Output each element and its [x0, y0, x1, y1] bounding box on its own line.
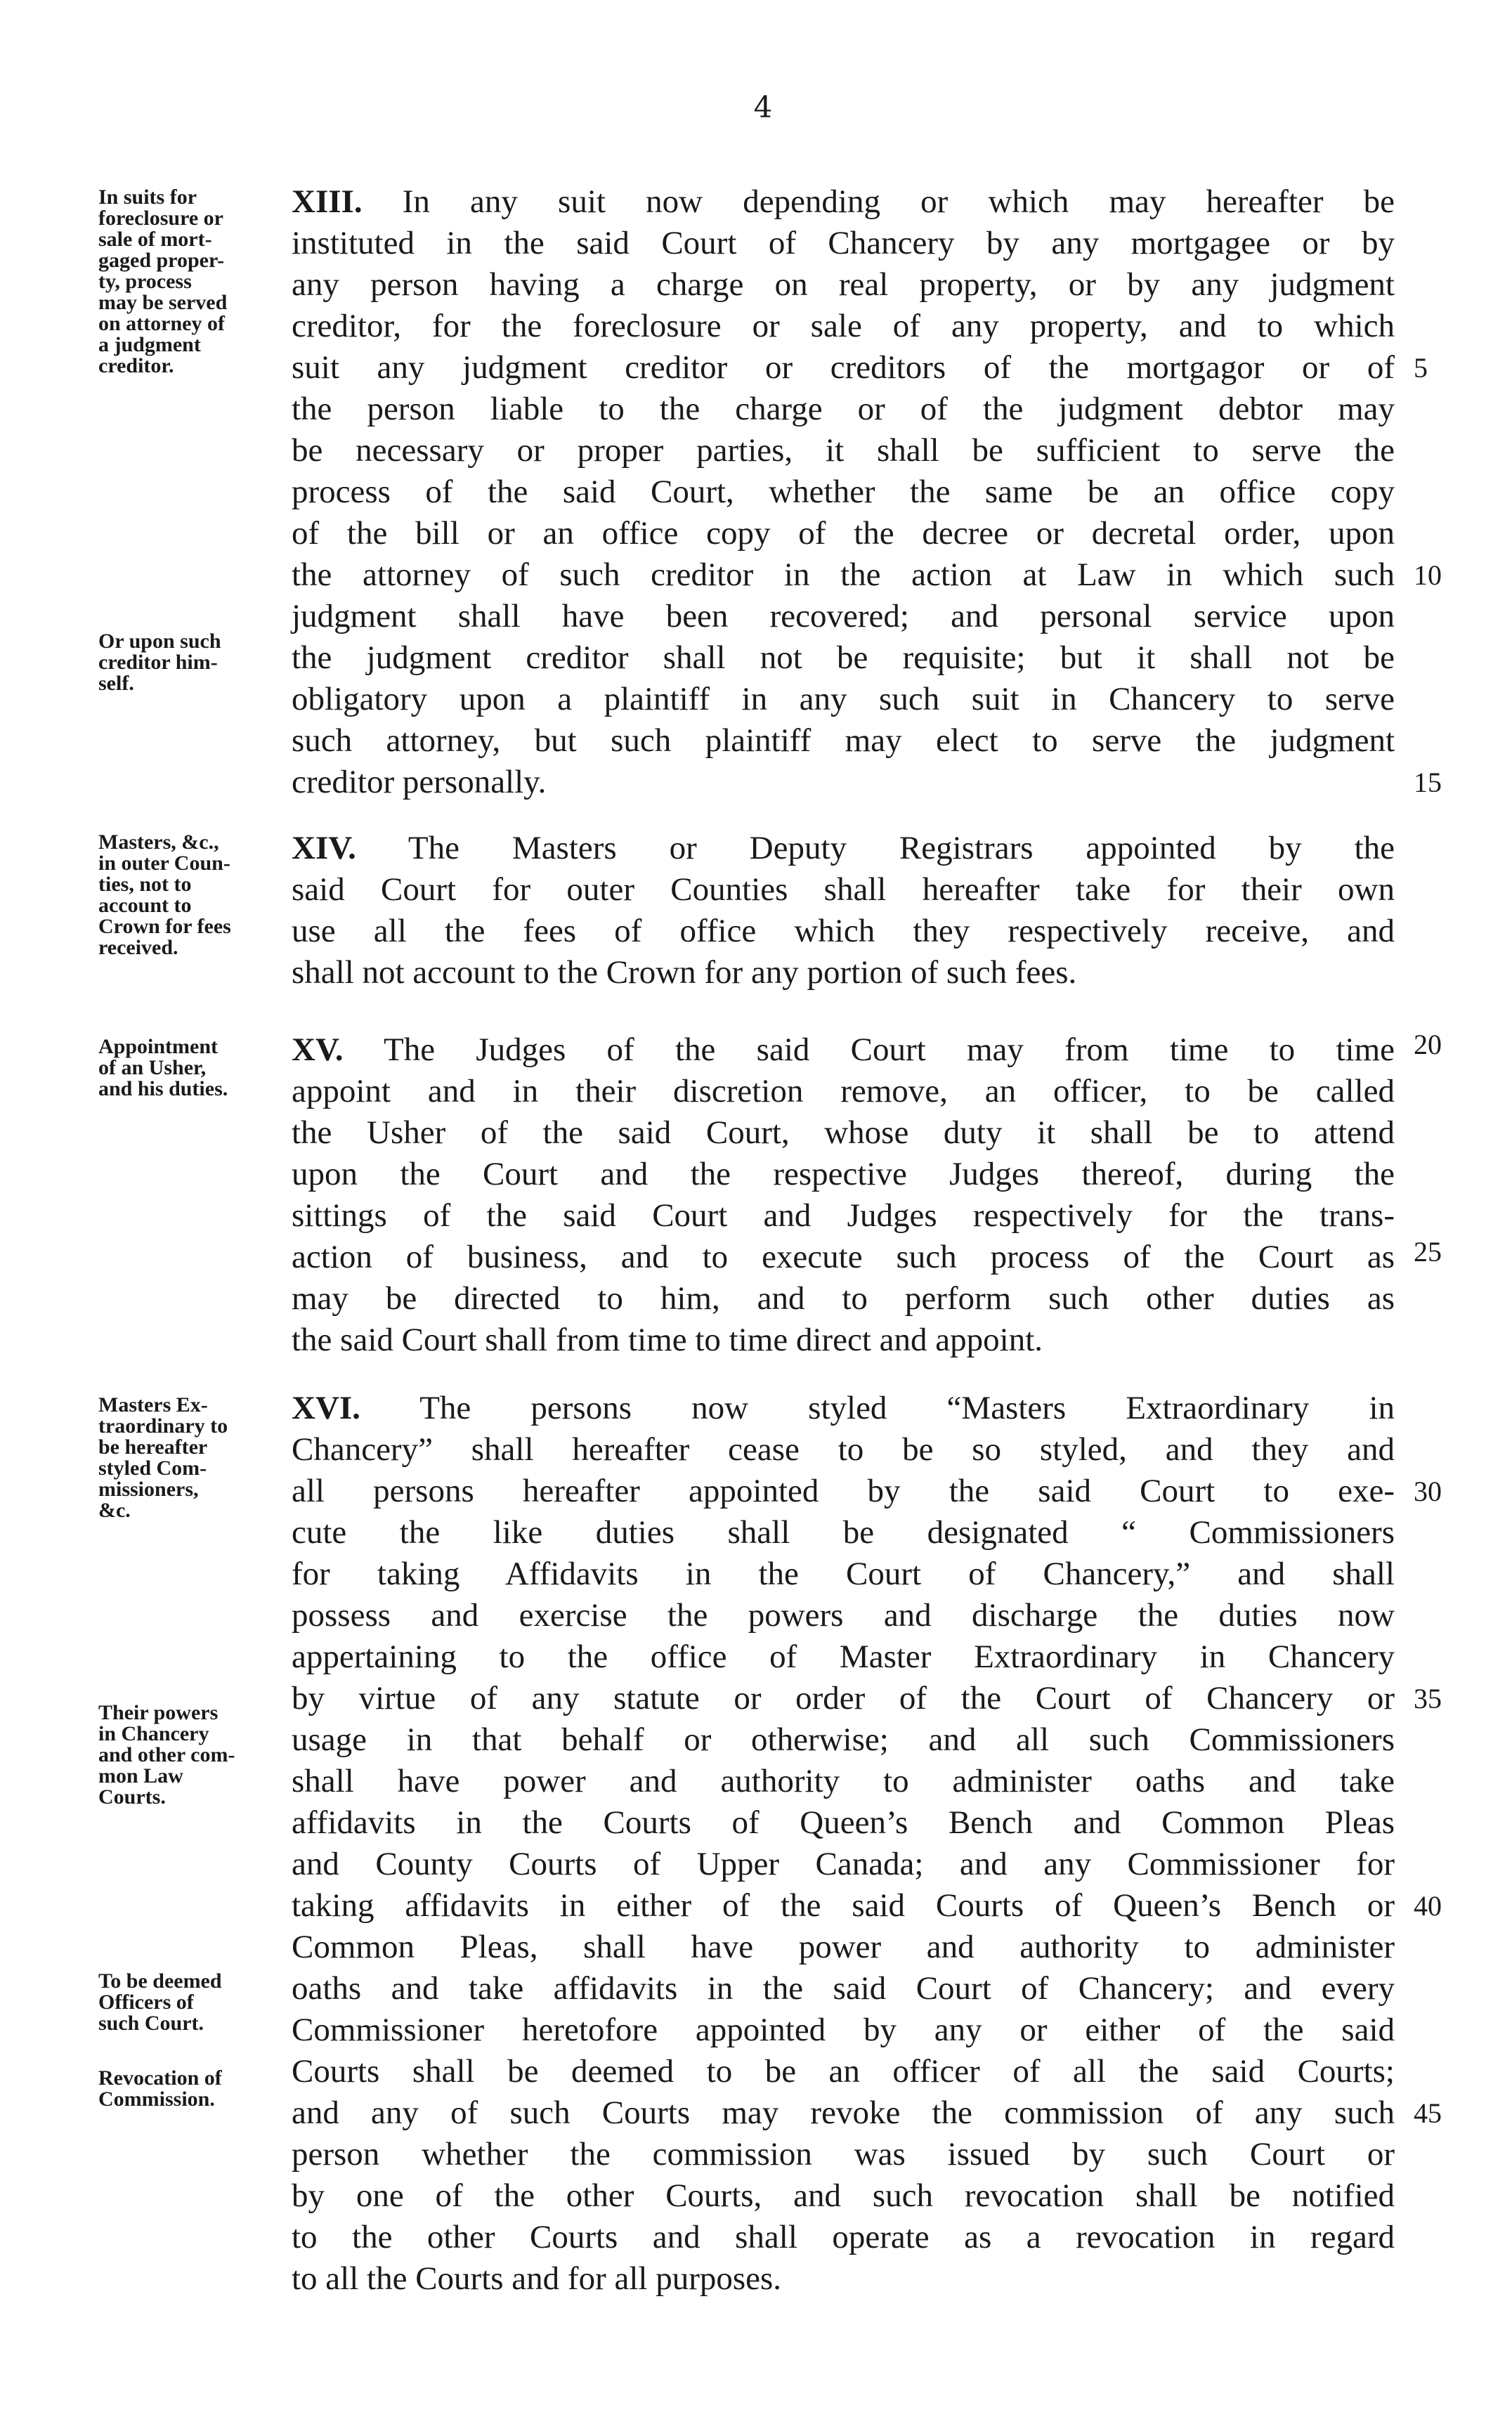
marginal-note-line: and other com-	[98, 1743, 235, 1766]
text-line: possess and exercise the powers and discharge the duties now	[292, 1597, 1395, 1634]
text-line: shall not account to the Crown for any portion of such fees.	[292, 954, 1077, 991]
section-text	[292, 1388, 1395, 2300]
marginal-note-line: Revocation of	[98, 2066, 222, 2090]
text-line: instituted in the said Court of Chancery by any mortgagee or by	[292, 225, 1395, 261]
marginal-note-line: Masters, &c.,	[98, 831, 219, 854]
text-line: Chancery” shall hereafter cease to be so styled, and they and	[292, 1431, 1395, 1468]
text-line: creditor, for the foreclosure or sale of any property, and to which	[292, 308, 1395, 344]
text-line: obligatory upon a plaintiff in any such suit in Chancery to serve	[292, 681, 1395, 717]
marginal-note-line: &c.	[98, 1499, 131, 1522]
marginal-note-line: self.	[98, 672, 134, 695]
marginal-note	[98, 1036, 295, 1100]
text-line: to all the Courts and for all purposes.	[292, 2260, 782, 2297]
marginal-note	[98, 2068, 295, 2110]
text-line: the judgment creditor shall not be requisite; but it shall not be	[292, 639, 1395, 676]
marginal-note-line: a judgment	[98, 333, 201, 356]
text-line: of the bill or an office copy of the decree or decretal order, upon	[292, 515, 1395, 552]
marginal-note-line: creditor.	[98, 354, 174, 377]
marginal-note	[98, 1971, 295, 2034]
text-line: the Usher of the said Court, whose duty it shall be to attend	[292, 1114, 1395, 1151]
text-line: for taking Affidavits in the Court of Chancery,” and shall	[292, 1556, 1395, 1592]
text-line: XIII. In any suit now depending or which may hereafter be	[292, 183, 1395, 220]
marginal-note-line: Or upon such	[98, 630, 221, 653]
marginal-note-line: Commission.	[98, 2087, 215, 2111]
marginal-note-line: styled Com-	[98, 1457, 207, 1480]
section-numeral: XV.	[292, 1031, 344, 1068]
text-line: use all the fees of office which they respectively receive, and	[292, 913, 1395, 949]
marginal-note-line: Crown for fees	[98, 915, 231, 938]
marginal-note-line: Their powers	[98, 1701, 219, 1724]
section-text	[292, 828, 1395, 994]
marginal-note-line: account to	[98, 894, 192, 917]
line-number: 15	[1414, 767, 1442, 798]
marginal-note-line: mon Law	[98, 1764, 183, 1787]
marginal-note	[98, 631, 295, 694]
text-line: XV. The Judges of the said Court may from time to time	[292, 1031, 1395, 1068]
marginal-note-line: creditor him-	[98, 651, 218, 674]
marginal-note-line: ty, process	[98, 270, 192, 293]
marginal-note-line: may be served	[98, 291, 228, 314]
text-line: and any of such Courts may revoke the commission of any such	[292, 2095, 1395, 2131]
marginal-note-line: in Chancery	[98, 1722, 209, 1745]
text-line: XIV. The Masters or Deputy Registrars appointed by the	[292, 830, 1395, 866]
marginal-note-line: on attorney of	[98, 312, 225, 335]
line-number: 20	[1414, 1029, 1442, 1060]
line-number: 25	[1414, 1236, 1442, 1268]
marginal-note-line: of an Usher,	[98, 1056, 207, 1079]
text-line: appoint and in their discretion remove, an officer, to be called	[292, 1073, 1395, 1109]
text-line: such attorney, but such plaintiff may elect to serve the judgment	[292, 722, 1395, 759]
line-number: 45	[1414, 2097, 1442, 2129]
marginal-note-line: received.	[98, 936, 178, 959]
marginal-note-line: Courts.	[98, 1785, 166, 1809]
text-line: Commissioner heretofore appointed by any or either of the said	[292, 2012, 1395, 2048]
text-line: suit any judgment creditor or creditors of the mortgagor or of	[292, 349, 1395, 386]
text-line: the said Court shall from time to time direct and appoint.	[292, 1322, 1043, 1358]
section-numeral: XIII.	[292, 183, 363, 220]
text-line: person whether the commission was issued by such Court or	[292, 2136, 1395, 2173]
line-number: 40	[1414, 1890, 1442, 1922]
text-line: be necessary or proper parties, it shall be sufficient to serve the	[292, 432, 1395, 469]
text-line: by one of the other Courts, and such revocation shall be notified	[292, 2177, 1395, 2214]
text-line: Common Pleas, shall have power and authority to administer	[292, 1929, 1395, 1965]
text-line: oaths and take affidavits in the said Court of Chancery; and every	[292, 1970, 1395, 2007]
line-number: 5	[1414, 352, 1428, 384]
marginal-note-line: such Court.	[98, 2012, 204, 2035]
marginal-note-line: ties, not to	[98, 873, 192, 896]
marginal-note-line: To be deemed	[98, 1969, 222, 1993]
marginal-note-line: Appointment	[98, 1035, 219, 1058]
text-line: upon the Court and the respective Judges thereof, during the	[292, 1156, 1395, 1192]
text-line: process of the said Court, whether the same be an office copy	[292, 474, 1395, 510]
marginal-note	[98, 187, 295, 377]
text-line: action of business, and to execute such process of the Court as	[292, 1239, 1395, 1275]
marginal-note-line: Masters Ex-	[98, 1393, 208, 1416]
text-line: affidavits in the Courts of Queen’s Bench and Common Pleas	[292, 1804, 1395, 1841]
marginal-note-line: sale of mort-	[98, 228, 212, 251]
marginal-note	[98, 832, 295, 958]
text-line: sittings of the said Court and Judges respectively for the trans-	[292, 1197, 1395, 1234]
text-line: appertaining to the office of Master Extraordinary in Chancery	[292, 1639, 1395, 1675]
text-line: all persons hereafter appointed by the said Court to exe-	[292, 1473, 1395, 1509]
line-number: 10	[1414, 559, 1442, 591]
text-line: to the other Courts and shall operate as a revocation in regard	[292, 2219, 1395, 2255]
page-number: 4	[753, 90, 773, 124]
marginal-note-line: foreclosure or	[98, 207, 223, 230]
marginal-note-line: and his duties.	[98, 1077, 228, 1100]
section-numeral: XVI.	[292, 1390, 360, 1426]
text-line: Courts shall be deemed to be an officer of all the said Courts;	[292, 2053, 1395, 2090]
section-text	[292, 1029, 1395, 1361]
text-line: creditor personally.	[292, 764, 547, 800]
text-line: judgment shall have been recovered; and personal service upon	[292, 598, 1395, 634]
text-line: the person liable to the charge or of the judgment debtor may	[292, 391, 1395, 427]
text-line: cute the like duties shall be designated “ Commissioners	[292, 1514, 1395, 1551]
marginal-note-line: traordinary to	[98, 1414, 228, 1438]
marginal-note	[98, 1395, 295, 1521]
text-line: may be directed to him, and to perform such other duties as	[292, 1280, 1395, 1317]
section-text	[292, 181, 1395, 803]
line-number: 35	[1414, 1683, 1442, 1714]
marginal-note-line: missioners,	[98, 1478, 199, 1501]
marginal-note-line: Officers of	[98, 1991, 194, 2014]
text-line: usage in that behalf or otherwise; and all such Commissioners	[292, 1721, 1395, 1758]
marginal-note-line: gaged proper-	[98, 249, 225, 272]
text-line: the attorney of such creditor in the action at Law in which such	[292, 556, 1395, 593]
text-line: XVI. The persons now styled “Masters Extraordinary in	[292, 1390, 1395, 1426]
text-line: by virtue of any statute or order of the Court of Chancery or	[292, 1680, 1395, 1717]
text-line: shall have power and authority to administer oaths and take	[292, 1763, 1395, 1799]
text-line: taking affidavits in either of the said Courts of Queen’s Bench or	[292, 1887, 1395, 1924]
text-line: said Court for outer Counties shall hereafter take for their own	[292, 871, 1395, 908]
line-number: 30	[1414, 1476, 1442, 1507]
marginal-note-line: be hereafter	[98, 1435, 208, 1459]
text-line: and County Courts of Upper Canada; and any Commissioner for	[292, 1846, 1395, 1882]
marginal-note-line: In suits for	[98, 185, 197, 209]
marginal-note	[98, 1702, 295, 1808]
text-line: any person having a charge on real property, or by any judgment	[292, 266, 1395, 303]
marginal-note-line: in outer Coun-	[98, 852, 230, 875]
section-numeral: XIV.	[292, 830, 356, 866]
